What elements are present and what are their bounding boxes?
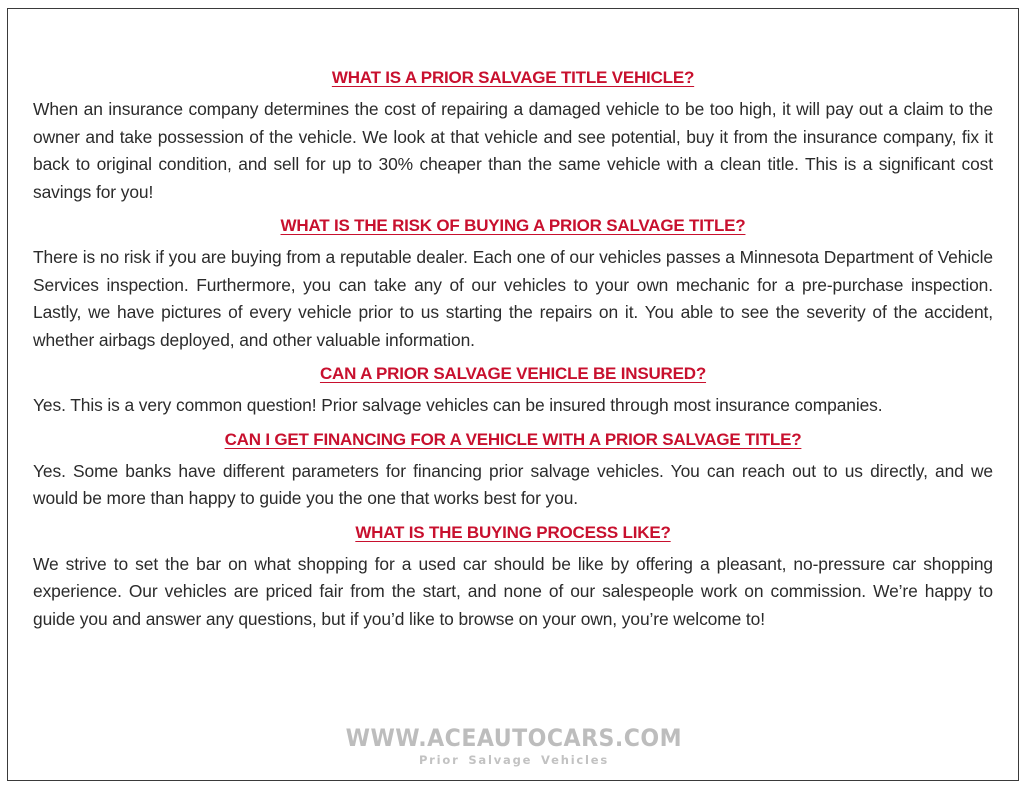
faq-question: CAN I GET FINANCING FOR A VEHICLE WITH A PRIOR SALVAGE TITLE? bbox=[224, 429, 802, 449]
faq-item-insurance bbox=[33, 360, 993, 420]
faq-item-risk bbox=[33, 212, 993, 354]
faq-answer: We strive to set the bar on what shopping for a used car should be like by offering a pleasant, no-pressure car shopping experience. Our vehicles are priced fair from the start, and none of our salespeople work on commission. We’re happy to guide you and answer any questions, but if you’d like to browse on your own, you’re welcome to! bbox=[33, 553, 993, 629]
document-frame bbox=[7, 8, 1019, 781]
faq-question: WHAT IS A PRIOR SALVAGE TITLE VEHICLE? bbox=[331, 68, 695, 87]
faq-answer: There is no risk if you are buying from a reputable dealer. Each one of our vehicles passes a Minnesota Department of Vehicle Services inspection. Furthermore, you can take any of our vehicles to your own mechanic for a pre-purchase inspection. Lastly, we have pictures of every vehicle prior to us starting the repairs on it. You able to see the severity of the accident, whether airbags deployed, and other valuable information. bbox=[33, 247, 993, 350]
faq-item-salvage-title bbox=[33, 64, 993, 206]
faq-question: WHAT IS THE RISK OF BUYING A PRIOR SALVAGE TITLE? bbox=[280, 216, 746, 235]
faq-answer: When an insurance company determines the cost of repairing a damaged vehicle to be too high, it will pay out a claim to the owner and take possession of the vehicle. We look at that vehicle and see potential, buy it from the insurance company, fix it back to original condition, and sell for up to 30% cheaper than the same vehicle with a clean title. This is a significant cost savings for you! bbox=[33, 99, 993, 202]
faq-answer: Yes. Some banks have different parameters for financing prior salvage vehicles. You can reach out to us directly, and we would be more than happy to guide you the one that works best for you. bbox=[33, 460, 993, 508]
footer-watermark bbox=[8, 723, 1020, 767]
faq-question: WHAT IS THE BUYING PROCESS LIKE? bbox=[355, 522, 671, 542]
faq-item-financing bbox=[33, 426, 993, 513]
faq-list bbox=[33, 64, 993, 639]
website-watermark: WWW.ACEAUTOCARS.COM bbox=[345, 724, 683, 752]
faq-answer: Yes. This is a very common question! Prior salvage vehicles can be insured through most insurance companies. bbox=[33, 395, 883, 415]
faq-question: CAN A PRIOR SALVAGE VEHICLE BE INSURED? bbox=[319, 364, 707, 383]
faq-item-buying-process bbox=[33, 519, 993, 634]
tagline-watermark: Prior Salvage Vehicles bbox=[418, 753, 610, 767]
